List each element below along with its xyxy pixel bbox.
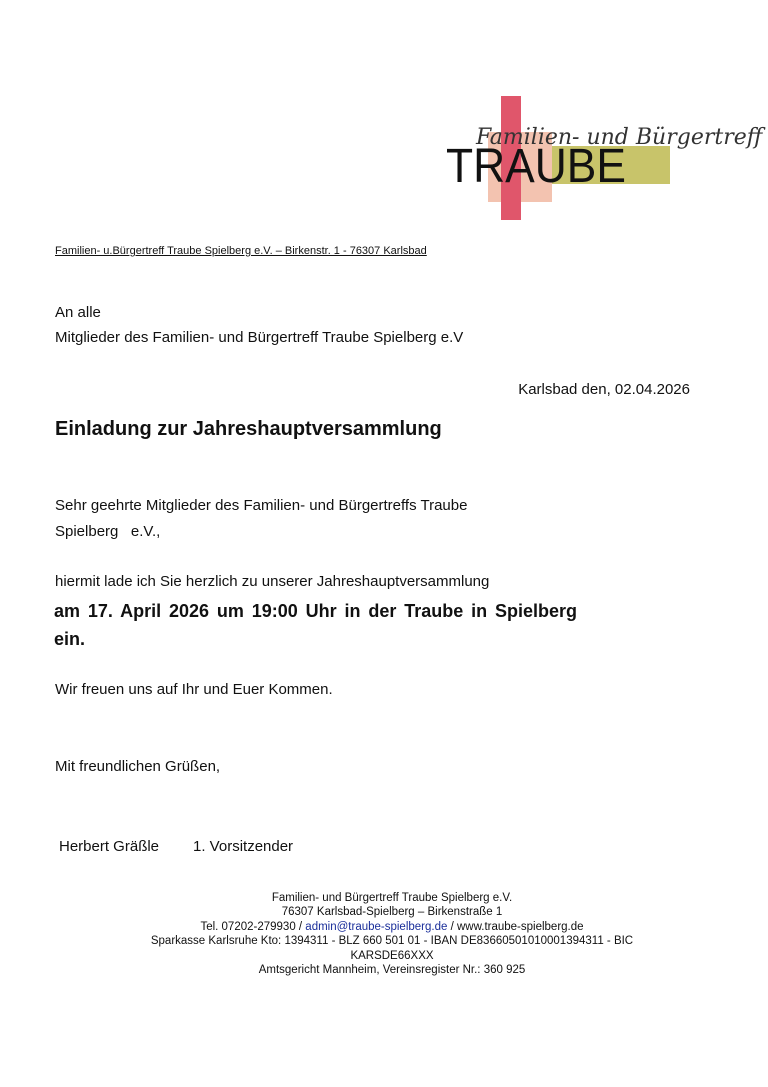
logo-graphic xyxy=(446,96,763,222)
recipient-line-2: Mitglieder des Familien- und Bürgertreff Traube Spielberg e.V xyxy=(55,329,464,346)
sender-address-line: Familien- u.Bürgertreff Traube Spielberg e.V. – Birkenstr. 1 - 76307 Karlsbad xyxy=(55,245,427,257)
signature-name: Herbert Gräßle xyxy=(59,838,160,855)
footer-web: / www.traube-spielberg.de xyxy=(447,920,584,933)
logo-script-text: Familien- und Bürgertreff xyxy=(476,125,763,150)
footer-phone: Tel. 07202-279930 / xyxy=(200,920,306,933)
signature-role: 1. Vorsitzender xyxy=(193,838,294,855)
greeting-line: Mit freundlichen Grüßen, xyxy=(55,758,221,775)
event-details-end: ein. xyxy=(54,629,86,649)
footer-email-link[interactable]: admin@traube-spielberg.de xyxy=(305,920,448,933)
footer-bank-line-1: Sparkasse Karlsruhe Kto: 1394311 - BLZ 660 501 01 - IBAN DE83660501010001394311 - BIC xyxy=(150,935,634,948)
recipient-line-1: An alle xyxy=(55,304,101,321)
event-details: am 17. April 2026 um 19:00 Uhr in der Traube in Spielberg xyxy=(54,601,577,621)
footer-register: Amtsgericht Mannheim, Vereinsregister Nr.: 360 925 xyxy=(258,964,526,977)
organization-logo xyxy=(446,96,763,222)
salutation-line-1: Sehr geehrte Mitglieder des Familien- und Bürgertreffs Traube xyxy=(55,497,468,514)
footer-org-name: Familien- und Bürgertreff Traube Spielberg e.V. xyxy=(271,892,513,904)
closing-line: Wir freuen uns auf Ihr und Euer Kommen. xyxy=(55,681,333,698)
footer-bank-line-2: KARSDE66XXX xyxy=(350,949,434,962)
letter-title: Einladung zur Jahreshauptversammlung xyxy=(55,418,442,440)
footer-address: 76307 Karlsbad-Spielberg – Birkenstraße 1 xyxy=(281,906,503,919)
logo-word: TRAUBE xyxy=(446,140,626,193)
footer xyxy=(134,891,650,977)
intro-line: hiermit lade ich Sie herzlich zu unserer Jahreshauptversammlung xyxy=(55,573,490,590)
salutation-line-2: Spielberg e.V., xyxy=(55,523,161,540)
footer-contact xyxy=(134,920,650,934)
date-line: Karlsbad den, 02.04.2026 xyxy=(518,381,690,398)
